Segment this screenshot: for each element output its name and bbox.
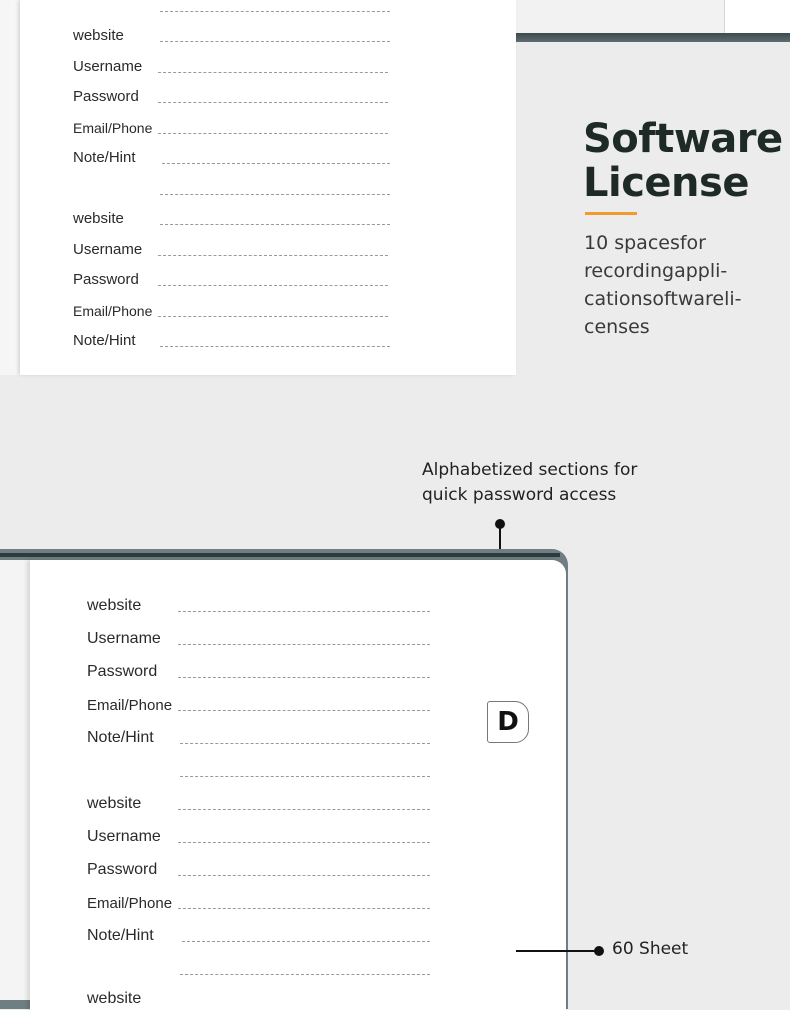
callout-dot [594, 946, 604, 956]
entry-line [160, 224, 390, 225]
field-label-username: Username [73, 58, 143, 75]
field-label-password: Password [87, 663, 158, 680]
feature-description [584, 229, 774, 341]
adjacent-page-corner [724, 0, 790, 33]
notebook-spine [0, 0, 20, 375]
notebook-cover-edge [0, 553, 560, 557]
entry-line [182, 941, 430, 942]
entry-line [158, 285, 388, 286]
field-label-password: Password [73, 88, 139, 105]
field-label-username: Username [87, 828, 161, 845]
description-line: cationsoftwareli- [584, 288, 742, 310]
entry-line [158, 316, 388, 317]
field-label-password: Password [73, 271, 139, 288]
entry-line [180, 743, 430, 744]
field-label-note: Note/Hint [87, 729, 154, 746]
field-label-email: Email/Phone [87, 697, 173, 714]
field-label-email: Email/Phone [87, 895, 173, 912]
field-label-note: Note/Hint [87, 927, 154, 944]
entry-line [158, 72, 388, 73]
entry-line [160, 11, 390, 12]
entry-line [178, 908, 430, 909]
entry-line [158, 255, 388, 256]
field-label-note: Note/Hint [73, 149, 136, 166]
callout-line: quick password access [422, 485, 617, 505]
description-line: 10 spacesfor [584, 232, 706, 254]
field-label-website: website [87, 990, 142, 1007]
field-label-email: Email/Phone [73, 303, 153, 319]
sheets-pointer-line [516, 950, 598, 952]
notebook-cover-edge [516, 33, 790, 42]
field-label-note: Note/Hint [73, 332, 136, 349]
field-label-website: website [73, 27, 124, 44]
entry-line [178, 875, 430, 876]
notebook-spine [0, 560, 30, 1000]
entry-line [158, 133, 388, 134]
field-label-website: website [73, 210, 124, 227]
description-line: recordingappli- [584, 260, 728, 282]
feature-title [583, 117, 783, 205]
entry-line [160, 194, 390, 195]
alphabet-tab-d: D [487, 701, 529, 743]
description-line: censes [584, 316, 650, 338]
accent-underline [585, 212, 637, 215]
entry-line [178, 809, 430, 810]
entry-line [178, 842, 430, 843]
sheet-count-label: 60 Sheet [612, 939, 689, 959]
callout-line: Alphabetized sections for [422, 460, 638, 480]
feature-title-line2: License [583, 160, 749, 206]
entry-line [160, 346, 390, 347]
field-label-email: Email/Phone [73, 120, 153, 136]
entry-line [178, 611, 430, 612]
field-label-username: Username [87, 630, 161, 647]
entry-line [180, 974, 430, 975]
entry-line [158, 102, 388, 103]
entry-line [160, 41, 390, 42]
entry-line [178, 677, 430, 678]
entry-line [178, 644, 430, 645]
field-label-password: Password [87, 861, 158, 878]
entry-line [178, 710, 430, 711]
field-label-website: website [87, 795, 142, 812]
entry-line [180, 776, 430, 777]
entry-line [162, 163, 390, 164]
feature-title-line1: Software [583, 116, 783, 162]
field-label-website: website [87, 597, 142, 614]
alphabet-callout-text [422, 458, 637, 508]
field-label-username: Username [73, 241, 143, 258]
